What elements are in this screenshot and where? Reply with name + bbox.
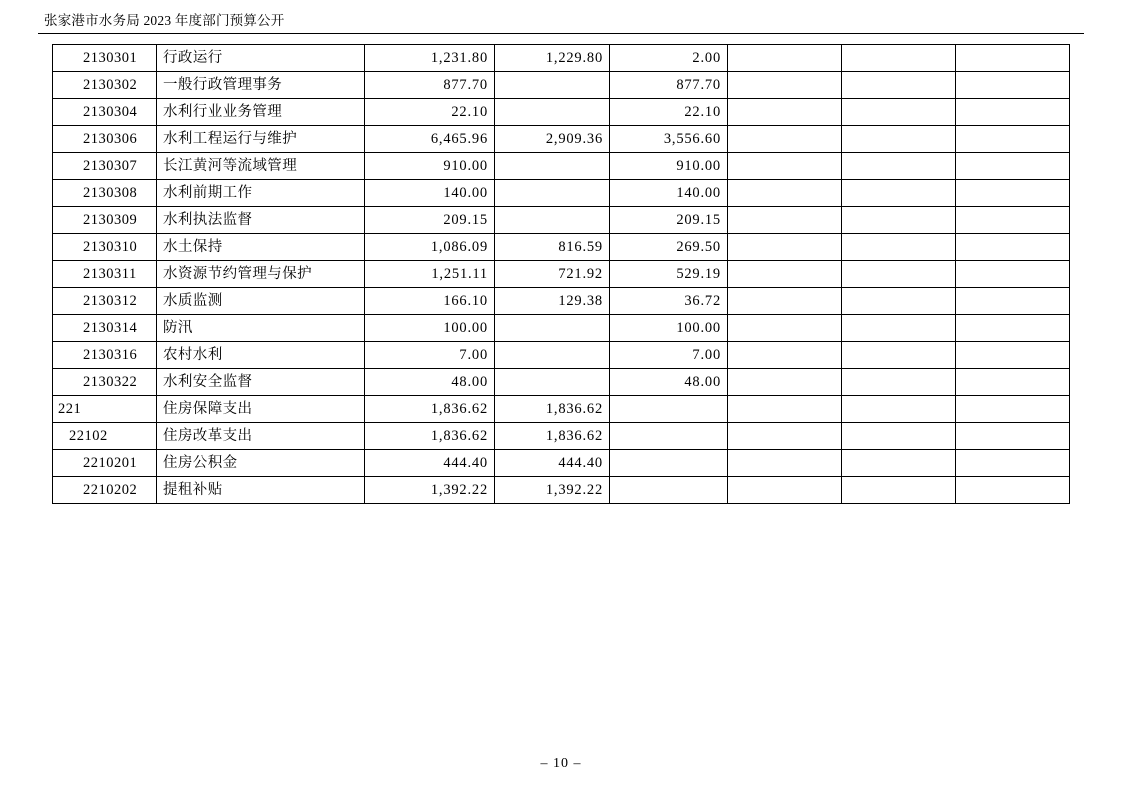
cell-total: 1,392.22 <box>365 477 495 504</box>
cell-general-budget: 721.92 <box>495 261 610 288</box>
cell-extra-3 <box>956 180 1070 207</box>
cell-general-budget: 129.38 <box>495 288 610 315</box>
cell-general-budget: 1,836.62 <box>495 396 610 423</box>
cell-fund-budget: 48.00 <box>610 369 728 396</box>
cell-total: 1,086.09 <box>365 234 495 261</box>
cell-fund-budget: 22.10 <box>610 99 728 126</box>
cell-fund-budget: 529.19 <box>610 261 728 288</box>
cell-code: 22102 <box>53 423 157 450</box>
cell-extra-2 <box>842 396 956 423</box>
cell-name: 住房公积金 <box>157 450 365 477</box>
cell-fund-budget: 269.50 <box>610 234 728 261</box>
cell-name: 水资源节约管理与保护 <box>157 261 365 288</box>
cell-total: 7.00 <box>365 342 495 369</box>
cell-general-budget: 1,392.22 <box>495 477 610 504</box>
cell-extra-3 <box>956 126 1070 153</box>
cell-total: 1,231.80 <box>365 45 495 72</box>
cell-fund-budget: 877.70 <box>610 72 728 99</box>
cell-extra-1 <box>728 180 842 207</box>
cell-extra-3 <box>956 342 1070 369</box>
cell-extra-1 <box>728 153 842 180</box>
cell-general-budget: 1,229.80 <box>495 45 610 72</box>
cell-extra-1 <box>728 423 842 450</box>
cell-total: 444.40 <box>365 450 495 477</box>
cell-extra-2 <box>842 234 956 261</box>
cell-general-budget <box>495 180 610 207</box>
cell-extra-1 <box>728 126 842 153</box>
cell-total: 100.00 <box>365 315 495 342</box>
page-header-title: 张家港市水务局 2023 年度部门预算公开 <box>44 13 285 28</box>
cell-fund-budget: 3,556.60 <box>610 126 728 153</box>
cell-extra-1 <box>728 450 842 477</box>
cell-code: 2130316 <box>53 342 157 369</box>
cell-name: 防汛 <box>157 315 365 342</box>
cell-name: 长江黄河等流域管理 <box>157 153 365 180</box>
cell-extra-3 <box>956 207 1070 234</box>
cell-extra-2 <box>842 450 956 477</box>
cell-extra-1 <box>728 207 842 234</box>
cell-code: 2130302 <box>53 72 157 99</box>
cell-code: 2130309 <box>53 207 157 234</box>
cell-name: 水利安全监督 <box>157 369 365 396</box>
table-row <box>53 45 1070 72</box>
cell-name: 水利执法监督 <box>157 207 365 234</box>
cell-extra-1 <box>728 369 842 396</box>
cell-total: 22.10 <box>365 99 495 126</box>
page-number: – 10 – <box>540 756 582 771</box>
cell-extra-3 <box>956 153 1070 180</box>
table-row <box>53 369 1070 396</box>
cell-extra-2 <box>842 72 956 99</box>
cell-name: 提租补贴 <box>157 477 365 504</box>
cell-extra-1 <box>728 477 842 504</box>
cell-general-budget <box>495 207 610 234</box>
cell-extra-1 <box>728 342 842 369</box>
cell-name: 水土保持 <box>157 234 365 261</box>
table-row <box>53 126 1070 153</box>
cell-extra-1 <box>728 99 842 126</box>
cell-total: 1,836.62 <box>365 423 495 450</box>
cell-extra-1 <box>728 396 842 423</box>
cell-fund-budget: 7.00 <box>610 342 728 369</box>
cell-total: 1,251.11 <box>365 261 495 288</box>
cell-general-budget <box>495 72 610 99</box>
cell-extra-2 <box>842 126 956 153</box>
cell-extra-1 <box>728 288 842 315</box>
cell-fund-budget: 100.00 <box>610 315 728 342</box>
table-row <box>53 477 1070 504</box>
cell-extra-3 <box>956 234 1070 261</box>
cell-general-budget <box>495 369 610 396</box>
cell-name: 住房改革支出 <box>157 423 365 450</box>
cell-name: 农村水利 <box>157 342 365 369</box>
cell-extra-1 <box>728 234 842 261</box>
cell-extra-2 <box>842 153 956 180</box>
cell-code: 2130301 <box>53 45 157 72</box>
cell-extra-2 <box>842 99 956 126</box>
cell-extra-3 <box>956 261 1070 288</box>
table-row <box>53 342 1070 369</box>
cell-extra-1 <box>728 72 842 99</box>
cell-name: 住房保障支出 <box>157 396 365 423</box>
cell-extra-3 <box>956 396 1070 423</box>
cell-name: 水利工程运行与维护 <box>157 126 365 153</box>
cell-general-budget: 444.40 <box>495 450 610 477</box>
cell-general-budget <box>495 153 610 180</box>
header-divider <box>38 33 1084 34</box>
cell-fund-budget <box>610 450 728 477</box>
cell-extra-1 <box>728 45 842 72</box>
cell-code: 2130312 <box>53 288 157 315</box>
cell-extra-2 <box>842 261 956 288</box>
table-row <box>53 153 1070 180</box>
table-row <box>53 396 1070 423</box>
cell-extra-1 <box>728 315 842 342</box>
cell-total: 910.00 <box>365 153 495 180</box>
cell-code: 2130310 <box>53 234 157 261</box>
cell-total: 48.00 <box>365 369 495 396</box>
cell-fund-budget: 2.00 <box>610 45 728 72</box>
cell-code: 2130314 <box>53 315 157 342</box>
cell-general-budget: 2,909.36 <box>495 126 610 153</box>
cell-name: 水利行业业务管理 <box>157 99 365 126</box>
cell-name: 水利前期工作 <box>157 180 365 207</box>
cell-extra-3 <box>956 477 1070 504</box>
cell-name: 一般行政管理事务 <box>157 72 365 99</box>
cell-code: 2130304 <box>53 99 157 126</box>
cell-general-budget <box>495 315 610 342</box>
cell-extra-2 <box>842 423 956 450</box>
cell-extra-1 <box>728 261 842 288</box>
cell-code: 2130308 <box>53 180 157 207</box>
cell-extra-3 <box>956 99 1070 126</box>
cell-extra-2 <box>842 342 956 369</box>
cell-extra-2 <box>842 288 956 315</box>
table-row <box>53 450 1070 477</box>
cell-code: 2210201 <box>53 450 157 477</box>
cell-name: 行政运行 <box>157 45 365 72</box>
cell-total: 140.00 <box>365 180 495 207</box>
cell-extra-2 <box>842 369 956 396</box>
cell-fund-budget <box>610 423 728 450</box>
cell-extra-3 <box>956 450 1070 477</box>
cell-code: 2130306 <box>53 126 157 153</box>
cell-fund-budget: 140.00 <box>610 180 728 207</box>
table-row <box>53 99 1070 126</box>
cell-extra-2 <box>842 45 956 72</box>
cell-total: 166.10 <box>365 288 495 315</box>
cell-code: 2210202 <box>53 477 157 504</box>
cell-total: 6,465.96 <box>365 126 495 153</box>
cell-code: 2130322 <box>53 369 157 396</box>
cell-general-budget: 1,836.62 <box>495 423 610 450</box>
cell-total: 1,836.62 <box>365 396 495 423</box>
cell-total: 209.15 <box>365 207 495 234</box>
table-row <box>53 72 1070 99</box>
cell-fund-budget <box>610 396 728 423</box>
cell-fund-budget: 209.15 <box>610 207 728 234</box>
table-row <box>53 315 1070 342</box>
cell-extra-3 <box>956 369 1070 396</box>
cell-fund-budget: 36.72 <box>610 288 728 315</box>
cell-general-budget <box>495 342 610 369</box>
budget-table-body <box>53 45 1070 504</box>
table-row <box>53 423 1070 450</box>
cell-general-budget: 816.59 <box>495 234 610 261</box>
cell-extra-2 <box>842 315 956 342</box>
table-row <box>53 234 1070 261</box>
cell-general-budget <box>495 99 610 126</box>
cell-extra-2 <box>842 180 956 207</box>
cell-code: 2130311 <box>53 261 157 288</box>
cell-code: 2130307 <box>53 153 157 180</box>
table-row <box>53 288 1070 315</box>
cell-extra-3 <box>956 72 1070 99</box>
table-row <box>53 207 1070 234</box>
cell-extra-2 <box>842 207 956 234</box>
cell-extra-3 <box>956 423 1070 450</box>
cell-extra-3 <box>956 315 1070 342</box>
table-row <box>53 180 1070 207</box>
cell-extra-3 <box>956 45 1070 72</box>
cell-code: 221 <box>53 396 157 423</box>
table-row <box>53 261 1070 288</box>
cell-fund-budget: 910.00 <box>610 153 728 180</box>
cell-total: 877.70 <box>365 72 495 99</box>
cell-fund-budget <box>610 477 728 504</box>
cell-extra-3 <box>956 288 1070 315</box>
cell-extra-2 <box>842 477 956 504</box>
cell-name: 水质监测 <box>157 288 365 315</box>
budget-table <box>52 44 1070 504</box>
